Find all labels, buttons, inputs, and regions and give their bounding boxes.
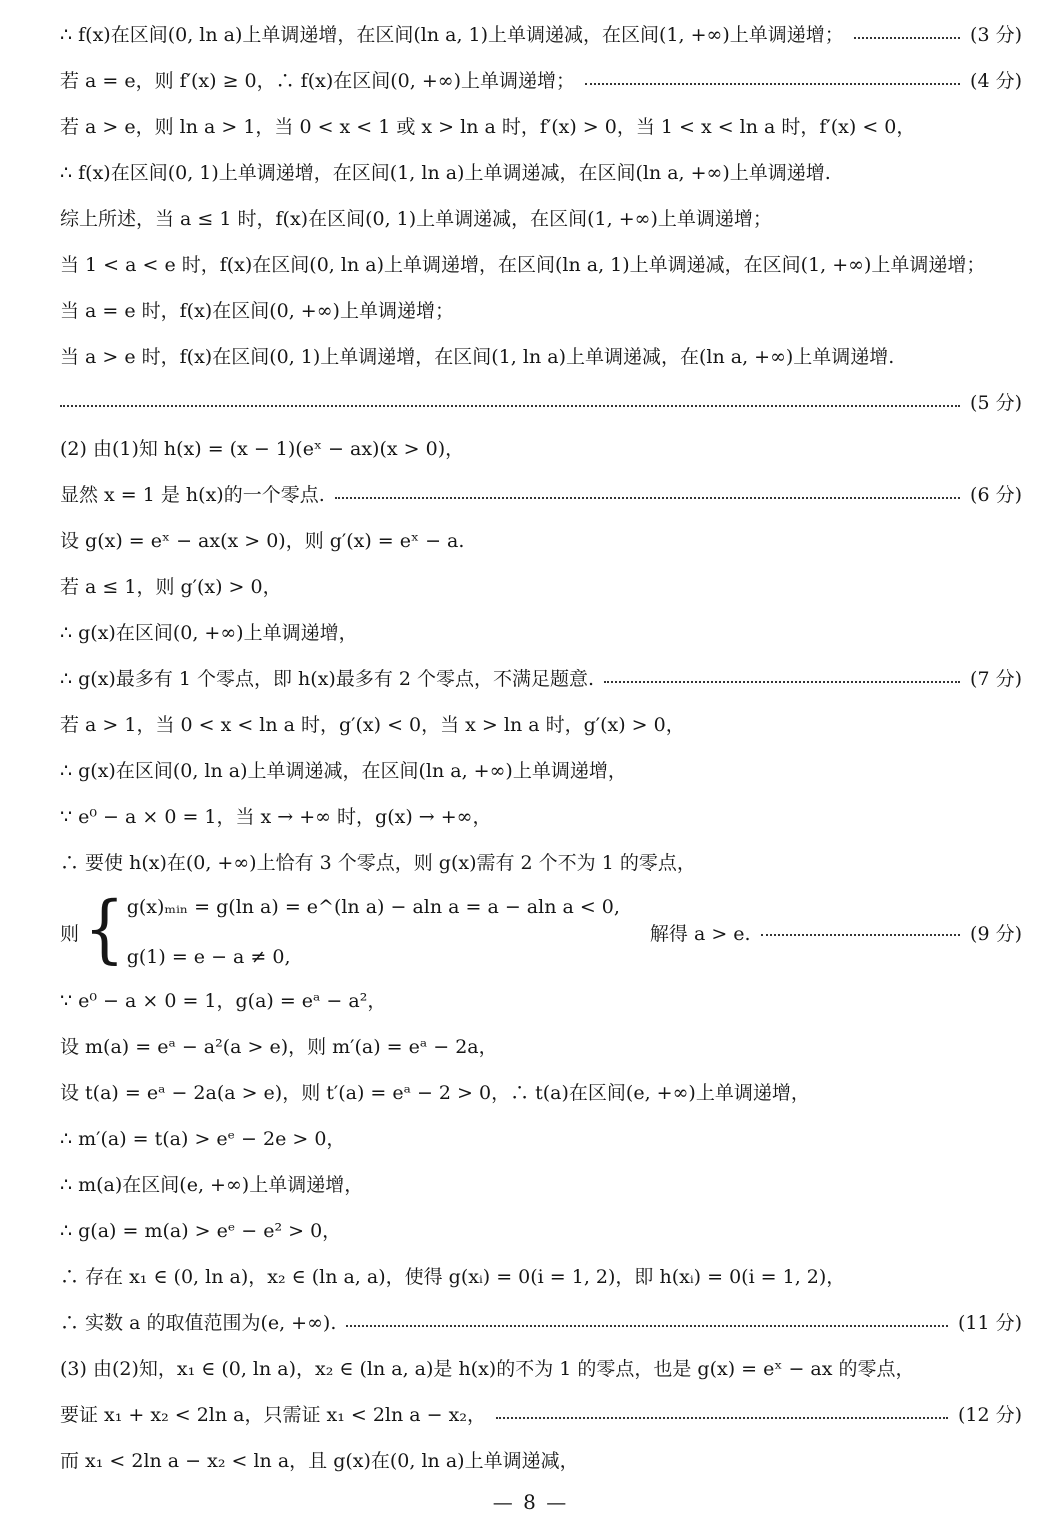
text-line bbox=[60, 196, 1022, 242]
text-line bbox=[60, 1162, 1022, 1208]
line-text: ∴ g(x)最多有 1 个零点，即 h(x)最多有 2 个零点，不满足题意. bbox=[60, 668, 595, 690]
text-line bbox=[60, 1438, 1022, 1484]
text-line bbox=[60, 150, 1022, 196]
dot-leader bbox=[496, 1417, 948, 1419]
line-text: 若 a ≤ 1，则 g′(x) > 0， bbox=[60, 576, 282, 598]
line-text: ∴ f(x)在区间(0, ln a)上单调递增，在区间(ln a, 1)上单调递减，在区间(1, +∞)上单调递增； bbox=[60, 24, 844, 46]
text-line bbox=[60, 472, 1022, 518]
score-label: (7 分) bbox=[970, 668, 1022, 690]
text-line bbox=[60, 1346, 1022, 1392]
line-text: (3) 由(2)知，x₁ ∈ (0, ln a)，x₂ ∈ (ln a, a)是 h(x)的不为 1 的零点，也是 g(x) = eˣ − ax 的零点， bbox=[60, 1358, 915, 1380]
line-text: 要证 x₁ + x₂ < 2ln a，只需证 x₁ < 2ln a − x₂， bbox=[60, 1404, 486, 1426]
text-line bbox=[60, 1392, 1022, 1438]
line-text: 设 m(a) = eᵃ − a²(a > e)，则 m′(a) = eᵃ − 2a， bbox=[60, 1036, 498, 1058]
text-line bbox=[60, 518, 1022, 564]
solution-page bbox=[60, 12, 1022, 1484]
system-prefix: 则 bbox=[60, 922, 80, 945]
line-text: ∴ 要使 h(x)在(0, +∞)上恰有 3 个零点，则 g(x)需有 2 个不为 1 的零点， bbox=[60, 852, 696, 874]
line-text: (2) 由(1)知 h(x) = (x − 1)(eˣ − ax)(x > 0)， bbox=[60, 438, 465, 460]
text-line bbox=[60, 794, 1022, 840]
text-line bbox=[60, 610, 1022, 656]
line-text: ∴ g(x)在区间(0, ln a)上单调递减，在区间(ln a, +∞)上单调递增， bbox=[60, 760, 627, 782]
line-text: ∴ g(a) = m(a) > eᵉ − e² > 0， bbox=[60, 1220, 342, 1242]
dot-leader bbox=[761, 934, 960, 936]
score-label: (3 分) bbox=[970, 24, 1022, 46]
text-line bbox=[60, 702, 1022, 748]
line-text: ∴ f(x)在区间(0, 1)上单调递增，在区间(1, ln a)上单调递减，在区间(ln a, +∞)上单调递增. bbox=[60, 162, 831, 184]
dot-leader bbox=[604, 681, 960, 683]
line-text: 综上所述，当 a ≤ 1 时，f(x)在区间(0, 1)上单调递减，在区间(1, +∞)上单调递增； bbox=[60, 208, 772, 230]
text-line bbox=[60, 564, 1022, 610]
text-line bbox=[60, 1024, 1022, 1070]
line-text: 若 a > 1，当 0 < x < ln a 时，g′(x) < 0，当 x > ln a 时，g′(x) > 0， bbox=[60, 714, 685, 736]
dot-leader bbox=[346, 1325, 948, 1327]
line-text: 设 t(a) = eᵃ − 2a(a > e)，则 t′(a) = eᵃ − 2 > 0，∴ t(a)在区间(e, +∞)上单调递增， bbox=[60, 1082, 810, 1104]
line-text: 设 g(x) = eˣ − ax(x > 0)，则 g′(x) = eˣ − a. bbox=[60, 530, 465, 552]
text-line bbox=[60, 1070, 1022, 1116]
line-text: 而 x₁ < 2ln a − x₂ < ln a，且 g(x)在(0, ln a)上单调递减， bbox=[60, 1450, 579, 1472]
score-label: (12 分) bbox=[957, 1404, 1022, 1426]
line-text: ∴ m′(a) = t(a) > eᵉ − 2e > 0， bbox=[60, 1128, 346, 1150]
line-text: 当 a > e 时，f(x)在区间(0, 1)上单调递增，在区间(1, ln a)上单调递减，在(ln a, +∞)上单调递增. bbox=[60, 346, 895, 368]
text-line bbox=[60, 288, 1022, 334]
text-line bbox=[60, 334, 1022, 380]
line-text: 当 a = e 时，f(x)在区间(0, +∞)上单调递增； bbox=[60, 300, 454, 322]
line-text: ∴ m(a)在区间(e, +∞)上单调递增， bbox=[60, 1174, 364, 1196]
text-line bbox=[60, 978, 1022, 1024]
dot-leader bbox=[60, 405, 960, 407]
page-number: — 8 — bbox=[492, 1490, 569, 1514]
line-text: ∵ e⁰ − a × 0 = 1，g(a) = eᵃ − a²， bbox=[60, 990, 387, 1012]
text-line bbox=[60, 840, 1022, 886]
system-solution: 解得 a > e. bbox=[649, 922, 751, 945]
line-text: 当 1 < a < e 时，f(x)在区间(0, ln a)上单调递增，在区间(ln a, 1)上单调递减，在区间(1, +∞)上单调递增； bbox=[60, 254, 986, 276]
solution-part1 bbox=[60, 12, 1022, 886]
score-label: (5 分) bbox=[970, 392, 1022, 414]
line-text: ∴ 存在 x₁ ∈ (0, ln a)，x₂ ∈ (ln a, a)，使得 g(xᵢ) = 0(i = 1, 2)，即 h(xᵢ) = 0(i = 1, 2)， bbox=[60, 1266, 846, 1288]
text-line bbox=[60, 656, 1022, 702]
dot-leader bbox=[335, 497, 960, 499]
text-line bbox=[60, 58, 1022, 104]
left-brace: { bbox=[84, 887, 125, 973]
score-label: (11 分) bbox=[957, 1312, 1022, 1334]
solution-part2 bbox=[60, 978, 1022, 1484]
dot-leader bbox=[585, 83, 960, 85]
text-line bbox=[60, 12, 1022, 58]
system-row-1: g(x)ₘᵢₙ = g(ln a) = e^(ln a) − aln a = a − aln a < 0, bbox=[126, 896, 620, 918]
line-text: ∵ e⁰ − a × 0 = 1，当 x → +∞ 时，g(x) → +∞， bbox=[60, 806, 492, 828]
system-row-2: g(1) = e − a ≠ 0, bbox=[126, 946, 291, 968]
line-text: 若 a > e，则 ln a > 1，当 0 < x < 1 或 x > ln a 时，f′(x) > 0，当 1 < x < ln a 时，f′(x) < 0， bbox=[60, 116, 916, 138]
text-line bbox=[60, 104, 1022, 150]
line-text: 若 a = e，则 f′(x) ≥ 0，∴ f(x)在区间(0, +∞)上单调递增； bbox=[60, 70, 575, 92]
equation-system bbox=[60, 886, 1022, 978]
line-text: 显然 x = 1 是 h(x)的一个零点. bbox=[60, 484, 325, 506]
line-text: ∴ 实数 a 的取值范围为(e, +∞). bbox=[60, 1312, 337, 1334]
text-line bbox=[60, 1254, 1022, 1300]
score-label: (6 分) bbox=[970, 484, 1022, 506]
line-text: ∴ g(x)在区间(0, +∞)上单调递增， bbox=[60, 622, 358, 644]
text-line bbox=[60, 426, 1022, 472]
text-line bbox=[60, 242, 1022, 288]
text-line bbox=[60, 748, 1022, 794]
text-line bbox=[60, 1208, 1022, 1254]
dot-leader bbox=[854, 37, 960, 39]
system-rows bbox=[127, 893, 620, 971]
text-line bbox=[60, 380, 1022, 426]
score-label: (9 分) bbox=[970, 922, 1022, 945]
text-line bbox=[60, 1116, 1022, 1162]
text-line bbox=[60, 1300, 1022, 1346]
score-label: (4 分) bbox=[970, 70, 1022, 92]
